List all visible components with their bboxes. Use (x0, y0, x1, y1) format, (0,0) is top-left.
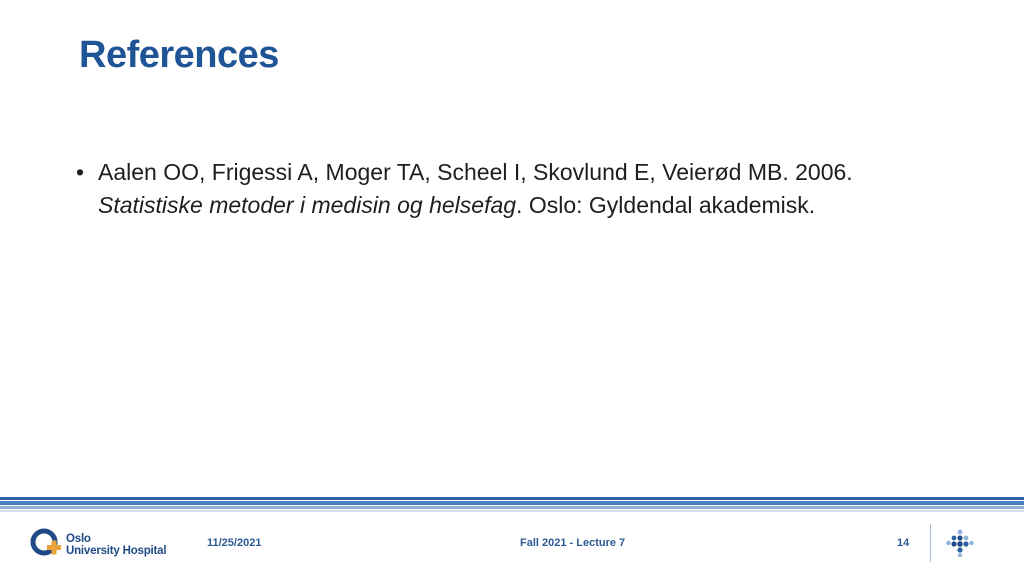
footer-stripe (0, 510, 1024, 512)
reference-book-title: Statistiske metoder i medisin og helsefag (98, 192, 517, 218)
logo-line-2: University Hospital (66, 545, 167, 557)
footer-stripe (0, 506, 1024, 509)
reference-publisher: . Oslo: Gyldendal akademisk. (516, 192, 816, 218)
oslo-university-hospital-logo (30, 527, 180, 561)
reference-item (76, 156, 916, 222)
footer-band (0, 497, 1024, 515)
footer-date: 11/25/2021 (207, 537, 262, 549)
dot-cross-icon (946, 529, 974, 557)
footer-divider (930, 524, 931, 562)
bullet: • (76, 159, 85, 185)
reference-authors-year: Aalen OO, Frigessi A, Moger TA, Scheel I, Skovlund E, Veierød MB. 2006. (98, 159, 853, 185)
logo-line-1: Oslo (66, 533, 91, 545)
footer-course: Fall 2021 - Lecture 7 (520, 537, 626, 549)
footer-stripe (0, 497, 1024, 500)
logo-mark-icon (30, 527, 62, 559)
slide-title: References (79, 34, 279, 76)
logo-text (66, 533, 166, 557)
reference-list (76, 156, 916, 222)
page-number: 14 (897, 537, 910, 549)
footer-stripe (0, 501, 1024, 505)
